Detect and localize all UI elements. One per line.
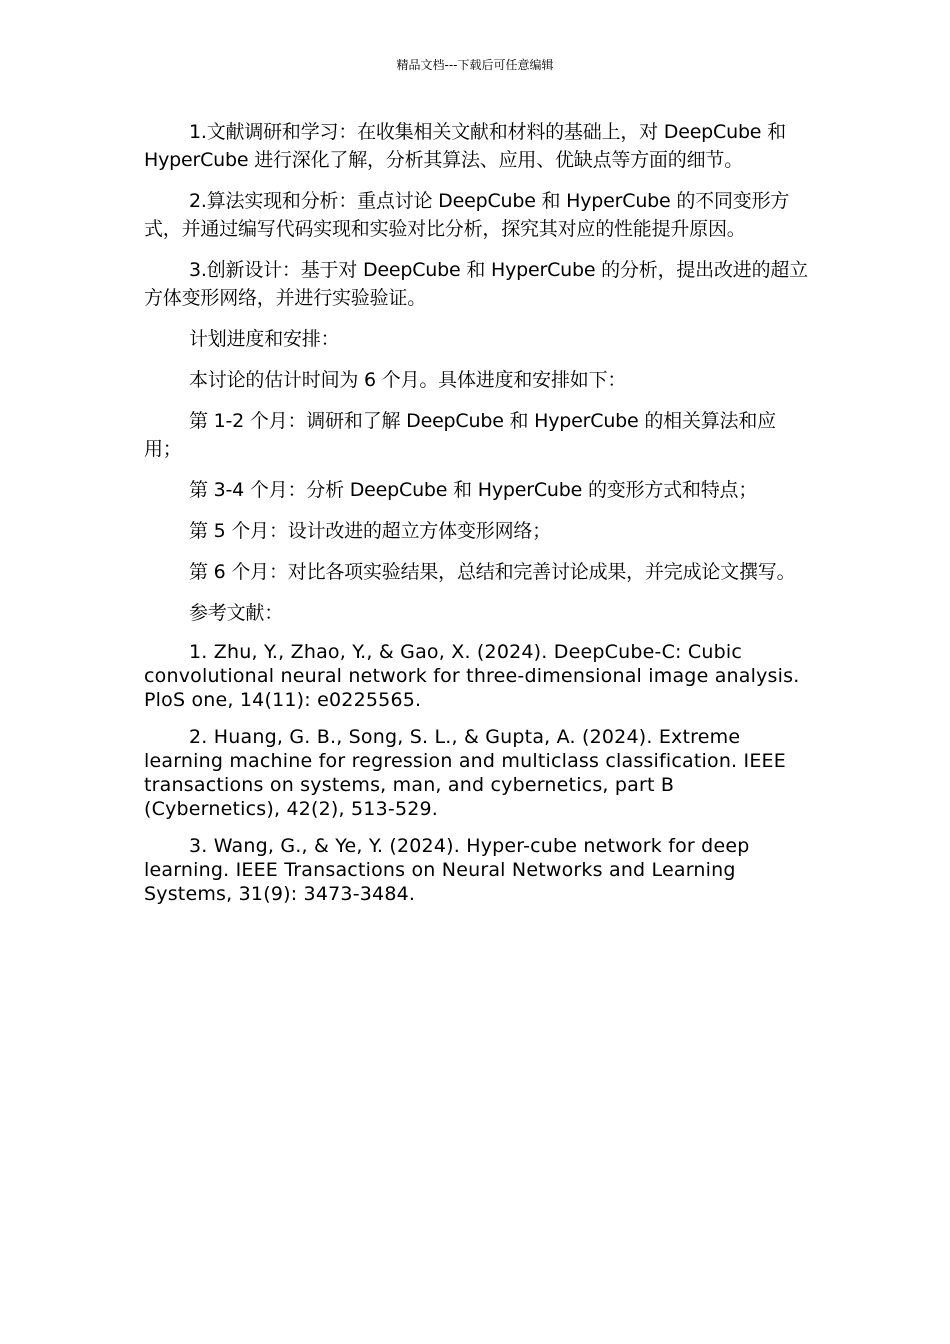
schedule-item-month-6: 第 6 个月：对比各项实验结果，总结和完善讨论成果，并完成论文撰写。	[189, 561, 796, 583]
reference-item-1: 1. Zhu, Y., Zhao, Y., & Gao, X. (2024). DeepCube-C: Cubic convolutional neural network for three-dimensional image analysis. PloS one, 14(11): e0225565.	[144, 641, 800, 711]
paragraph-schedule-intro: 本讨论的估计时间为 6 个月。具体进度和安排如下：	[189, 369, 627, 391]
section-heading-schedule: 计划进度和安排：	[189, 328, 340, 350]
schedule-item-month-1-2: 第 1-2 个月：调研和了解 DeepCube 和 HyperCube 的相关算法和应用；	[144, 410, 776, 460]
paragraph-innovation-design: 3.创新设计：基于对 DeepCube 和 HyperCube 的分析，提出改进的超立方体变形网络，并进行实验验证。	[144, 259, 808, 309]
paragraph-algorithm-analysis: 2.算法实现和分析：重点讨论 DeepCube 和 HyperCube 的不同变形方式，并通过编写代码实现和实验对比分析，探究其对应的性能提升原因。	[144, 190, 790, 240]
page-header: 精品文档---下载后可任意编辑	[396, 58, 554, 72]
paragraph-literature-review: 1.文献调研和学习：在收集相关文献和材料的基础上，对 DeepCube 和 HyperCube 进行深化了解，分析其算法、应用、优缺点等方面的细节。	[144, 121, 786, 171]
schedule-item-month-3-4: 第 3-4 个月：分析 DeepCube 和 HyperCube 的变形方式和特点；	[189, 479, 758, 501]
section-heading-references: 参考文献：	[189, 602, 284, 624]
document-body	[144, 118, 810, 919]
reference-item-2: 2. Huang, G. B., Song, S. L., & Gupta, A. (2024). Extreme learning machine for regression and multiclass classification. IEEE transactions on systems, man, and cybernetics, part B (Cybernetics), 42(2), 513-529.	[144, 726, 786, 820]
reference-item-3: 3. Wang, G., & Ye, Y. (2024). Hyper-cube network for deep learning. IEEE Transactions on Neural Networks and Learning Systems, 31(9): 3473-3484.	[144, 835, 750, 905]
schedule-item-month-5: 第 5 个月：设计改进的超立方体变形网络；	[189, 520, 551, 542]
